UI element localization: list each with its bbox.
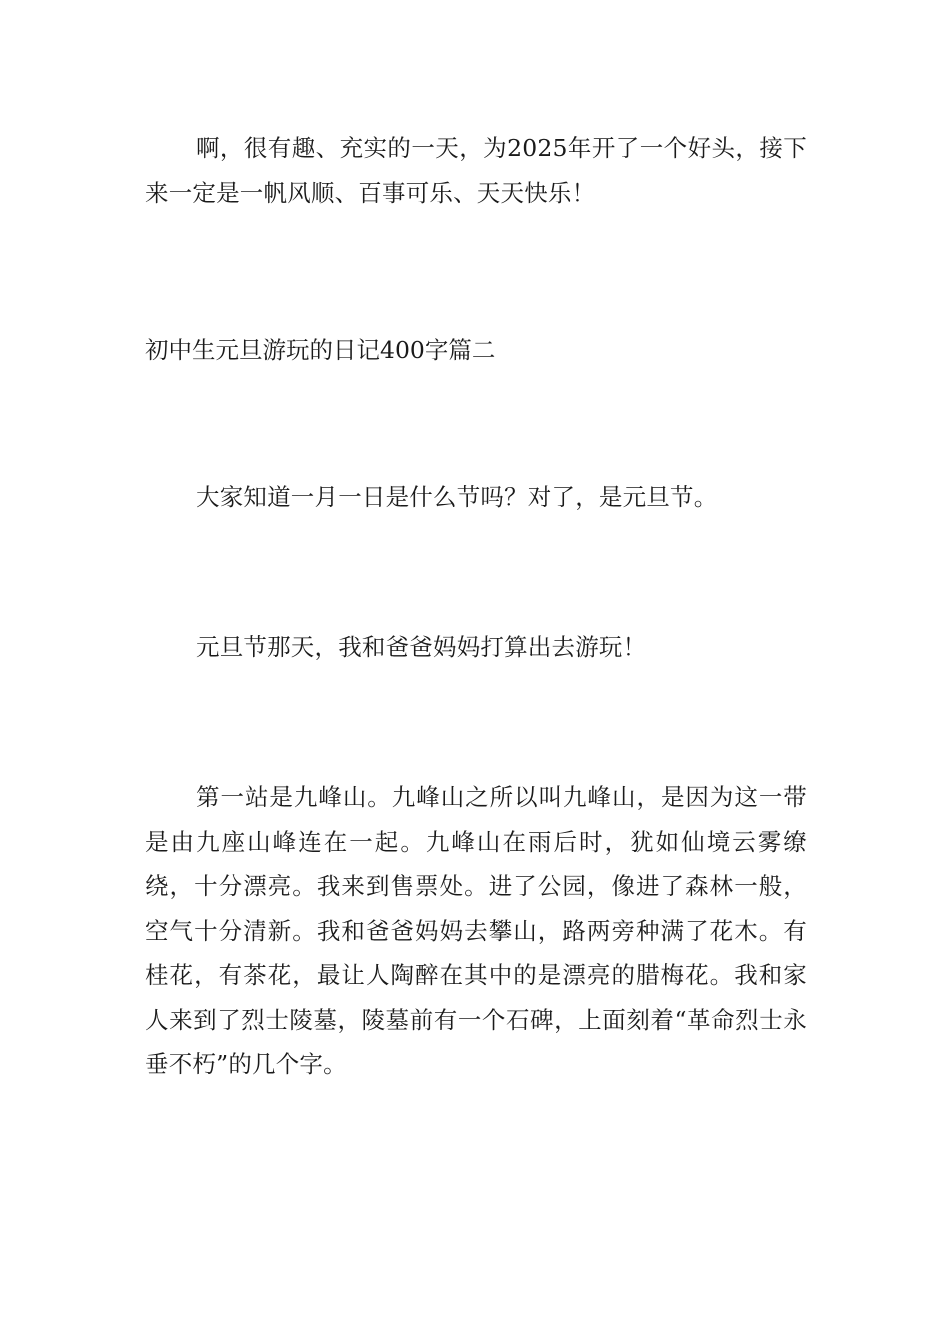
paragraph-plan: 元旦节那天，我和爸爸妈妈打算出去游玩！ (196, 633, 647, 661)
paragraph-first-stop: 第一站是九峰山。九峰山之所以叫九峰山，是因为这一带是由九座山峰连在一起。九峰山在雨后时，犹如仙境云雾缭绕，十分漂亮。我来到售票处。进了公园，像进了森林一般，空气十分清新。我和爸爸妈妈去攀山，路两旁种满了花木。有桂花，有茶花，最让人陶醉在其中的是漂亮的腊梅花。我和家人来到了烈士陵墓，陵墓前有一个石碑，上面刻着“革命烈士永垂不朽”的几个字。 (145, 783, 807, 1078)
paragraph-conclusion: 啊，很有趣、充实的一天，为2025年开了一个好头，接下来一定是一帆风顺、百事可乐、天天快乐！ (145, 134, 807, 207)
paragraph-intro-question: 大家知道一月一日是什么节吗？对了，是元旦节。 (196, 483, 718, 511)
section-heading: 初中生元旦游玩的日记400字篇二 (145, 336, 496, 364)
